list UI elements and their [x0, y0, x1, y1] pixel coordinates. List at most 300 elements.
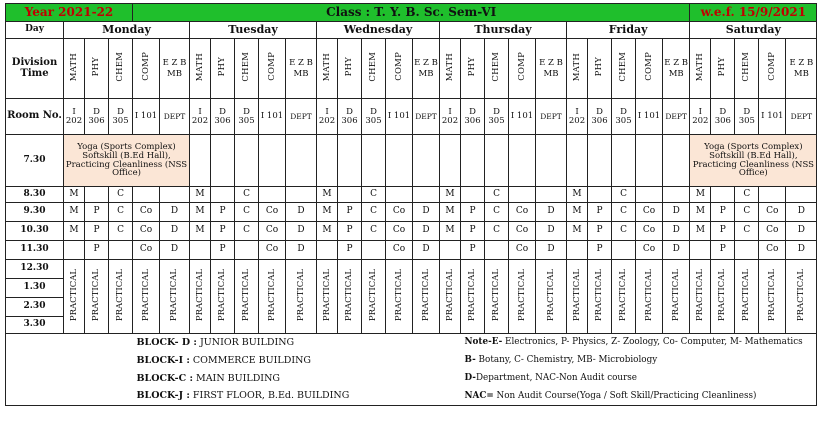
class-code: M: [567, 187, 588, 203]
practical-label: PRACTICAL: [344, 268, 355, 321]
subject-header: E Z B MB: [286, 39, 317, 99]
class-code: P: [211, 241, 235, 260]
class-code: [85, 187, 109, 203]
class-code: C: [362, 203, 386, 222]
subject-name: COMP: [766, 52, 777, 82]
class-code: [711, 187, 735, 203]
practical-cell: [485, 260, 509, 334]
block-key: BLOCK-I :: [136, 354, 190, 366]
class-code: Co: [259, 203, 286, 222]
room-number: I 101: [259, 99, 286, 135]
note-legend: [461, 388, 817, 406]
empty-cell: [386, 135, 413, 187]
class-code: P: [211, 222, 235, 241]
subject-header: [759, 39, 786, 99]
subject-header: [259, 39, 286, 99]
room-number: I 101: [509, 99, 536, 135]
class-code: Co: [386, 241, 413, 260]
empty-cell: [259, 135, 286, 187]
practical-label: PRACTICAL: [643, 268, 654, 321]
class-code: D: [786, 222, 817, 241]
room-label: Room No.: [6, 99, 64, 135]
room-number: I 101: [133, 99, 160, 135]
practical-cell: [690, 260, 711, 334]
block-legend: [133, 352, 461, 370]
subject-header: [440, 39, 461, 99]
time-slot: 2.30: [6, 298, 64, 317]
class-code: [636, 187, 663, 203]
day-header: Saturday: [690, 22, 817, 39]
class-code: M: [190, 222, 211, 241]
day-header: Friday: [567, 22, 690, 39]
class-code: D: [786, 203, 817, 222]
class-code: Co: [133, 222, 160, 241]
practical-cell: [588, 260, 612, 334]
class-code: D: [786, 241, 817, 260]
practical-cell: [362, 260, 386, 334]
subject-header: [109, 39, 133, 99]
class-code: D: [536, 222, 567, 241]
practical-cell: [735, 260, 759, 334]
practical-cell: [663, 260, 690, 334]
class-code: P: [85, 203, 109, 222]
timetable: [5, 3, 817, 406]
subject-name: CHEM: [618, 51, 629, 82]
empty-cell: [286, 135, 317, 187]
practical-label: PRACTICAL: [140, 268, 151, 321]
practical-label: PRACTICAL: [545, 268, 556, 321]
footer-spacer: [6, 352, 133, 370]
room-number: D 305: [735, 99, 759, 135]
practical-label: PRACTICAL: [594, 268, 605, 321]
footer-spacer: [6, 334, 133, 352]
practical-label: PRACTICAL: [766, 268, 777, 321]
subject-header: [362, 39, 386, 99]
practical-cell: [190, 260, 211, 334]
class-code: Co: [133, 203, 160, 222]
practical-label: PRACTICAL: [68, 268, 79, 321]
room-number: D 306: [588, 99, 612, 135]
note-key: NAC=: [464, 390, 494, 401]
class-code: M: [317, 222, 338, 241]
empty-cell: [413, 135, 440, 187]
block-value: JUNIOR BUILDING: [196, 336, 295, 348]
room-number: I 101: [759, 99, 786, 135]
class-code: [612, 241, 636, 260]
class-code: M: [690, 187, 711, 203]
class-code: Co: [759, 222, 786, 241]
class-code: Co: [509, 241, 536, 260]
class-code: C: [235, 187, 259, 203]
class-code: M: [64, 222, 85, 241]
room-number: I 202: [690, 99, 711, 135]
empty-cell: [362, 135, 386, 187]
subject-name: CHEM: [115, 51, 126, 82]
day-header: Wednesday: [317, 22, 440, 39]
subject-name: MATH: [194, 52, 205, 81]
practical-label: PRACTICAL: [491, 268, 502, 321]
class-code: [759, 187, 786, 203]
wef-date: w.e.f. 15/9/2021: [690, 4, 817, 22]
block-value: MAIN BUILDING: [192, 372, 280, 384]
class-code: [690, 241, 711, 260]
class-code: D: [286, 203, 317, 222]
class-code: C: [362, 187, 386, 203]
class-code: P: [588, 222, 612, 241]
class-code: C: [362, 222, 386, 241]
practical-cell: [338, 260, 362, 334]
class-code: [413, 187, 440, 203]
class-code: P: [85, 241, 109, 260]
class-code: P: [461, 241, 485, 260]
practical-label: PRACTICAL: [420, 268, 431, 321]
class-code: M: [190, 187, 211, 203]
subject-name: PHY: [467, 57, 478, 77]
class-code: D: [286, 222, 317, 241]
room-number: D 306: [338, 99, 362, 135]
subject-header: [690, 39, 711, 99]
class-code: Co: [259, 241, 286, 260]
room-number: D 305: [485, 99, 509, 135]
subject-header: E Z B MB: [663, 39, 690, 99]
block-key: BLOCK-C :: [136, 372, 193, 384]
room-number: I 202: [567, 99, 588, 135]
day-header: Thursday: [440, 22, 567, 39]
class-code: C: [235, 222, 259, 241]
class-code: P: [461, 222, 485, 241]
subject-header: [317, 39, 338, 99]
class-code: C: [485, 203, 509, 222]
empty-cell: [338, 135, 362, 187]
subject-header: [567, 39, 588, 99]
class-code: D: [413, 203, 440, 222]
practical-cell: [259, 260, 286, 334]
practical-label: PRACTICAL: [321, 268, 332, 321]
room-number: DEPT: [160, 99, 190, 135]
room-number: I 202: [64, 99, 85, 135]
subject-name: MATH: [321, 52, 332, 81]
subject-name: PHY: [344, 57, 355, 77]
practical-label: PRACTICAL: [217, 268, 228, 321]
class-code: [461, 187, 485, 203]
time-slot: 1.30: [6, 279, 64, 298]
class-code: Co: [509, 203, 536, 222]
class-code: Co: [509, 222, 536, 241]
practical-label: PRACTICAL: [467, 268, 478, 321]
practical-cell: [461, 260, 485, 334]
class-code: [786, 187, 817, 203]
block-key: BLOCK-J :: [136, 390, 190, 402]
note-value: Non Audit Course(Yoga / Soft Skill/Practicing Cleanliness): [493, 390, 757, 401]
time-label: Time: [20, 67, 49, 79]
class-code: D: [160, 222, 190, 241]
practical-label: PRACTICAL: [91, 268, 102, 321]
subject-header: E Z B MB: [160, 39, 190, 99]
class-code: [286, 187, 317, 203]
subject-header: E Z B MB: [536, 39, 567, 99]
subject-name: CHEM: [241, 51, 252, 82]
class-code: [259, 187, 286, 203]
practical-cell: [64, 260, 85, 334]
practical-cell: [509, 260, 536, 334]
class-code: P: [711, 241, 735, 260]
room-number: I 101: [386, 99, 413, 135]
subject-name: PHY: [91, 57, 102, 77]
room-number: D 305: [235, 99, 259, 135]
practical-cell: [440, 260, 461, 334]
subject-header: [133, 39, 160, 99]
note-key: Note-E-: [464, 337, 503, 348]
class-code: [509, 187, 536, 203]
practical-label: PRACTICAL: [194, 268, 205, 321]
block-key: BLOCK- D :: [136, 336, 197, 348]
class-code: [338, 187, 362, 203]
class-code: D: [160, 241, 190, 260]
empty-cell: [567, 135, 588, 187]
class-code: [588, 187, 612, 203]
empty-cell: [317, 135, 338, 187]
subject-name: PHY: [594, 57, 605, 77]
class-code: C: [735, 187, 759, 203]
subject-header: [64, 39, 85, 99]
practical-label: PRACTICAL: [618, 268, 629, 321]
subject-name: MATH: [571, 52, 582, 81]
class-code: D: [663, 203, 690, 222]
note-legend: [461, 352, 817, 370]
time-slot: 10.30: [6, 222, 64, 241]
subject-header: [190, 39, 211, 99]
block-legend: [133, 388, 461, 406]
note-legend: [461, 370, 817, 388]
class-code: M: [690, 222, 711, 241]
empty-cell: [588, 135, 612, 187]
practical-label: PRACTICAL: [241, 268, 252, 321]
day-header: Monday: [64, 22, 190, 39]
room-number: DEPT: [663, 99, 690, 135]
class-code: C: [109, 203, 133, 222]
room-number: I 101: [636, 99, 663, 135]
subject-header: [612, 39, 636, 99]
nac-activity-monday: Yoga (Sports Complex) Softskill (B.Ed Hall), Practicing Cleanliness (NSS Office): [64, 135, 190, 187]
class-code: D: [160, 203, 190, 222]
practical-cell: [160, 260, 190, 334]
class-code: D: [536, 241, 567, 260]
class-code: D: [663, 241, 690, 260]
subject-header: [211, 39, 235, 99]
block-legend: [133, 334, 461, 352]
subject-header: [636, 39, 663, 99]
empty-cell: [461, 135, 485, 187]
footer-spacer: [6, 388, 133, 406]
class-code: [317, 241, 338, 260]
subject-name: COMP: [140, 52, 151, 82]
empty-cell: [612, 135, 636, 187]
class-code: D: [286, 241, 317, 260]
subject-name: COMP: [643, 52, 654, 82]
subject-header: [485, 39, 509, 99]
empty-cell: [663, 135, 690, 187]
time-slot: 7.30: [6, 135, 64, 187]
room-number: D 306: [461, 99, 485, 135]
class-code: M: [317, 187, 338, 203]
division-label: Division: [11, 57, 58, 68]
class-code: Co: [259, 222, 286, 241]
practical-label: PRACTICAL: [115, 268, 126, 321]
practical-label: PRACTICAL: [571, 268, 582, 321]
class-code: [64, 241, 85, 260]
class-code: [133, 187, 160, 203]
room-number: D 305: [109, 99, 133, 135]
room-number: DEPT: [286, 99, 317, 135]
class-code: P: [338, 222, 362, 241]
class-code: Co: [636, 241, 663, 260]
room-number: D 306: [211, 99, 235, 135]
class-code: P: [588, 241, 612, 260]
practical-cell: [711, 260, 735, 334]
class-code: D: [413, 241, 440, 260]
class-code: P: [588, 203, 612, 222]
class-code: P: [711, 203, 735, 222]
practical-label: PRACTICAL: [795, 268, 806, 321]
practical-cell: [85, 260, 109, 334]
practical-cell: [133, 260, 160, 334]
note-key: D-: [464, 372, 476, 383]
class-code: C: [109, 187, 133, 203]
room-number: DEPT: [786, 99, 817, 135]
note-value: Electronics, P- Physics, Z- Zoology, Co- Computer, M- Mathematics: [502, 337, 803, 348]
day-label: Day: [6, 22, 64, 39]
class-code: Co: [759, 203, 786, 222]
room-number: I 202: [317, 99, 338, 135]
class-code: [485, 241, 509, 260]
empty-cell: [190, 135, 211, 187]
class-code: M: [64, 203, 85, 222]
empty-cell: [636, 135, 663, 187]
division-time-label: [6, 39, 64, 99]
day-header: Tuesday: [190, 22, 317, 39]
empty-cell: [485, 135, 509, 187]
class-code: C: [735, 203, 759, 222]
practical-label: PRACTICAL: [717, 268, 728, 321]
subject-header: [509, 39, 536, 99]
subject-name: MATH: [444, 52, 455, 81]
class-code: P: [338, 203, 362, 222]
room-number: I 202: [190, 99, 211, 135]
class-code: P: [461, 203, 485, 222]
practical-cell: [612, 260, 636, 334]
class-code: [190, 241, 211, 260]
subject-header: [711, 39, 735, 99]
class-code: M: [64, 187, 85, 203]
class-code: M: [317, 203, 338, 222]
subject-header: [735, 39, 759, 99]
subject-header: [461, 39, 485, 99]
practical-label: PRACTICAL: [444, 268, 455, 321]
class-code: [663, 187, 690, 203]
class-code: [567, 241, 588, 260]
class-code: Co: [636, 222, 663, 241]
room-number: D 306: [85, 99, 109, 135]
subject-name: MATH: [694, 52, 705, 81]
practical-label: PRACTICAL: [670, 268, 681, 321]
empty-cell: [509, 135, 536, 187]
practical-cell: [536, 260, 567, 334]
class-code: M: [567, 222, 588, 241]
footer-spacer: [6, 370, 133, 388]
class-code: M: [190, 203, 211, 222]
class-code: C: [109, 222, 133, 241]
time-slot: 8.30: [6, 187, 64, 203]
class-code: C: [612, 187, 636, 203]
block-legend: [133, 370, 461, 388]
room-number: DEPT: [536, 99, 567, 135]
class-code: [362, 241, 386, 260]
class-code: M: [440, 203, 461, 222]
class-code: C: [735, 222, 759, 241]
practical-cell: [286, 260, 317, 334]
class-code: [109, 241, 133, 260]
class-code: Co: [386, 222, 413, 241]
subject-header: [235, 39, 259, 99]
practical-label: PRACTICAL: [368, 268, 379, 321]
subject-header: [338, 39, 362, 99]
subject-name: CHEM: [741, 51, 752, 82]
class-code: M: [440, 187, 461, 203]
practical-label: PRACTICAL: [516, 268, 527, 321]
time-slot: 9.30: [6, 203, 64, 222]
class-code: Co: [636, 203, 663, 222]
room-number: D 306: [711, 99, 735, 135]
practical-label: PRACTICAL: [741, 268, 752, 321]
class-code: [735, 241, 759, 260]
class-code: D: [413, 222, 440, 241]
class-code: Co: [386, 203, 413, 222]
subject-header: [588, 39, 612, 99]
class-code: [235, 241, 259, 260]
practical-cell: [786, 260, 817, 334]
time-slot: 3.30: [6, 317, 64, 334]
class-code: Co: [133, 241, 160, 260]
practical-cell: [636, 260, 663, 334]
note-value: Department, NAC-Non Audit course: [475, 372, 638, 383]
class-code: C: [612, 222, 636, 241]
practical-cell: [386, 260, 413, 334]
subject-name: PHY: [217, 57, 228, 77]
class-code: C: [485, 222, 509, 241]
subject-name: COMP: [393, 52, 404, 82]
class-code: C: [612, 203, 636, 222]
subject-name: COMP: [516, 52, 527, 82]
class-code: P: [211, 203, 235, 222]
practical-cell: [567, 260, 588, 334]
class-title: Class : T. Y. B. Sc. Sem-VI: [133, 4, 690, 22]
class-code: C: [485, 187, 509, 203]
practical-cell: [235, 260, 259, 334]
room-number: D 305: [362, 99, 386, 135]
subject-header: E Z B MB: [786, 39, 817, 99]
empty-cell: [440, 135, 461, 187]
nac-activity-saturday: Yoga (Sports Complex) Softskill (B.Ed Hall), Practicing Cleanliness (NSS Office): [690, 135, 817, 187]
subject-header: E Z B MB: [413, 39, 440, 99]
practical-cell: [759, 260, 786, 334]
class-code: D: [663, 222, 690, 241]
room-number: D 305: [612, 99, 636, 135]
practical-cell: [317, 260, 338, 334]
practical-cell: [109, 260, 133, 334]
subject-name: COMP: [266, 52, 277, 82]
practical-label: PRACTICAL: [393, 268, 404, 321]
practical-label: PRACTICAL: [169, 268, 180, 321]
